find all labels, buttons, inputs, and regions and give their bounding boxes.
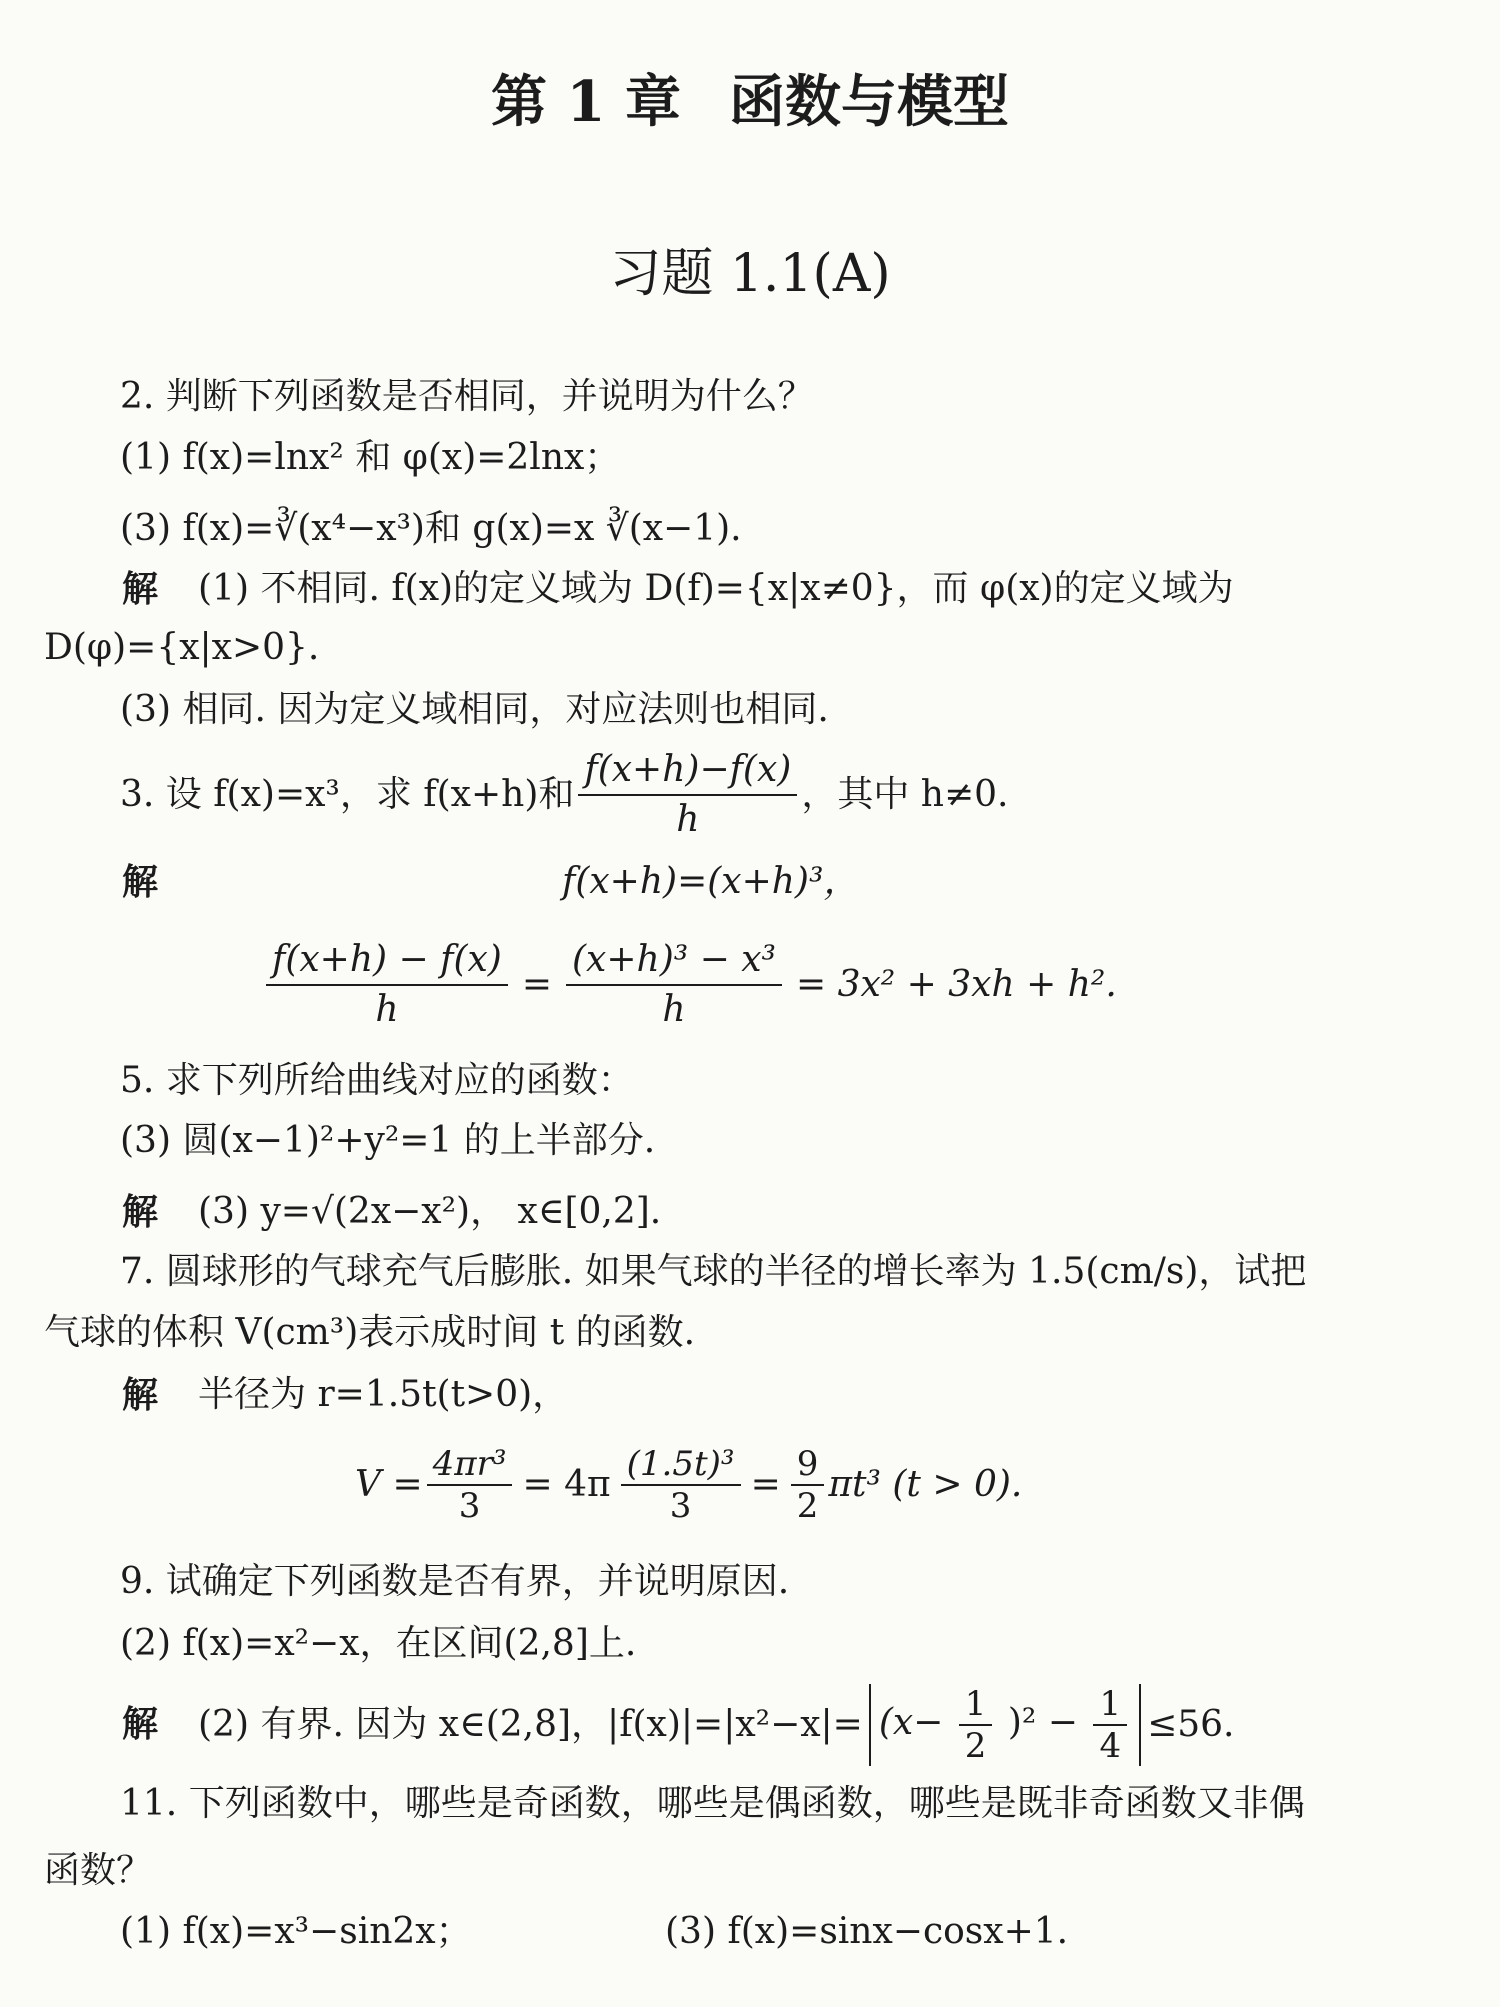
problem-7-stem-a: 7. 圆球形的气球充气后膨胀. 如果气球的半径的增长率为 1.5(cm/s)，试把 [120, 1251, 1307, 1292]
problem-5-solution: (3) y=√(2x−x²)， x∈[0,2]. [198, 1191, 662, 1232]
problem-5-item-3: (3) 圆(x−1)²+y²=1 的上半部分. [120, 1120, 656, 1161]
half-denominator: 2 [964, 1726, 987, 1766]
problem-9-stem: 9. 试确定下列函数是否有界，并说明原因. [120, 1561, 790, 1602]
volume-fraction-2-denominator: 3 [669, 1486, 692, 1526]
problem-3-stem-b: ，其中 h≠0. [801, 774, 1009, 815]
problem-9-solution-a: (2) 有界. 因为 x∈(2,8]，|f(x)|=|x²−x|= [198, 1704, 863, 1745]
half-fraction [959, 1684, 993, 1766]
problem-11-item-3: (3) f(x)=sinx−cosx+1. [665, 1911, 1069, 1952]
volume-fraction-1-numerator: 4πr³ [427, 1444, 513, 1486]
half-numerator: 1 [959, 1684, 993, 1726]
problem-2-solution-1a: (1) 不相同. f(x)的定义域为 D(f)={x|x≠0}，而 φ(x)的定义域为 [198, 568, 1234, 609]
lhs-denominator: h [375, 989, 399, 1030]
problem-2-stem: 2. 判断下列函数是否相同，并说明为什么？ [120, 376, 814, 417]
problem-2-solution-1b: D(φ)={x|x>0}. [44, 627, 320, 668]
chapter-title: 函数与模型 [728, 69, 1009, 135]
problem-3-equation-1: f(x+h)=(x+h)³， [562, 861, 860, 902]
section-title: 习题 1.1(A) [609, 244, 891, 304]
volume-fraction-3-numerator: 9 [791, 1444, 825, 1486]
problem-9-solution [198, 1680, 1235, 1770]
problem-9-item-2: (2) f(x)=x²−x，在区间(2,8]上. [120, 1623, 637, 1664]
abs-part-a: (x− [878, 1702, 944, 1743]
problem-2-item-3: (3) f(x)=∛(x⁴−x³)和 g(x)=x ∛(x−1). [120, 508, 742, 549]
volume-fraction-2 [621, 1444, 741, 1526]
problem-2-item-1: (1) f(x)=lnx² 和 φ(x)=2lnx； [120, 437, 621, 478]
problem-3-equation-2 [262, 935, 1117, 1035]
volume-lhs: V = [355, 1464, 423, 1505]
problem-11-stem-b: 函数？ [44, 1850, 153, 1891]
chapter-heading [0, 62, 1500, 142]
fraction-numerator: f(x+h)−f(x) [578, 746, 797, 796]
problem-3-solution-label: 解 [122, 861, 159, 903]
absolute-value-expression [869, 1684, 1141, 1766]
problem-7-volume-equation [355, 1435, 1022, 1535]
quarter-numerator: 1 [1093, 1684, 1127, 1726]
volume-fraction-1 [427, 1444, 513, 1526]
equation-2-mid-fraction [566, 936, 782, 1034]
mid-denominator: h [662, 989, 686, 1030]
problem-9-solution-label: 解 [122, 1703, 159, 1745]
problem-5-solution-label: 解 [122, 1191, 159, 1233]
problem-7-solution-label: 解 [122, 1374, 159, 1416]
problem-7-stem-b: 气球的体积 V(cm³)表示成时间 t 的函数. [44, 1312, 696, 1353]
mid-numerator: (x+h)³ − x³ [566, 936, 782, 986]
equation-2-lhs-fraction [266, 936, 508, 1034]
volume-fraction-3-denominator: 2 [796, 1486, 819, 1526]
chapter-label: 第 1 章 [491, 69, 681, 135]
quarter-denominator: 4 [1099, 1726, 1122, 1766]
problem-11-item-1: (1) f(x)=x³−sin2x； [120, 1911, 472, 1952]
equals-sign: = [521, 964, 553, 1005]
problem-9-solution-b: ≤56. [1147, 1704, 1235, 1745]
problem-2-solution-label: 解 [122, 568, 159, 610]
problem-3-stem-a: 3. 设 f(x)=x³，求 f(x+h)和 [120, 774, 575, 815]
problem-3-stem [120, 749, 1009, 840]
volume-tail: πt³ (t > 0). [828, 1464, 1023, 1505]
volume-fraction-1-denominator: 3 [458, 1486, 481, 1526]
abs-part-b: )² − [1007, 1702, 1078, 1743]
problem-3-stem-fraction [578, 746, 797, 844]
problem-2-solution-3: (3) 相同. 因为定义域相同，对应法则也相同. [120, 689, 829, 730]
problem-5-stem: 5. 求下列所给曲线对应的函数： [120, 1060, 634, 1101]
lhs-numerator: f(x+h) − f(x) [266, 936, 508, 986]
volume-mid: = 4π [522, 1464, 611, 1505]
volume-fraction-2-numerator: (1.5t)³ [621, 1444, 741, 1486]
volume-fraction-3 [791, 1444, 825, 1526]
equation-2-rhs: = 3x² + 3xh + h². [795, 964, 1117, 1005]
problem-11-stem-a: 11. 下列函数中，哪些是奇函数，哪些是偶函数，哪些是既非奇函数又非偶 [120, 1783, 1305, 1824]
fraction-denominator: h [676, 799, 700, 840]
quarter-fraction [1093, 1684, 1127, 1766]
problem-7-solution: 半径为 r=1.5t(t>0)， [198, 1374, 569, 1415]
volume-equals: = [750, 1464, 781, 1505]
